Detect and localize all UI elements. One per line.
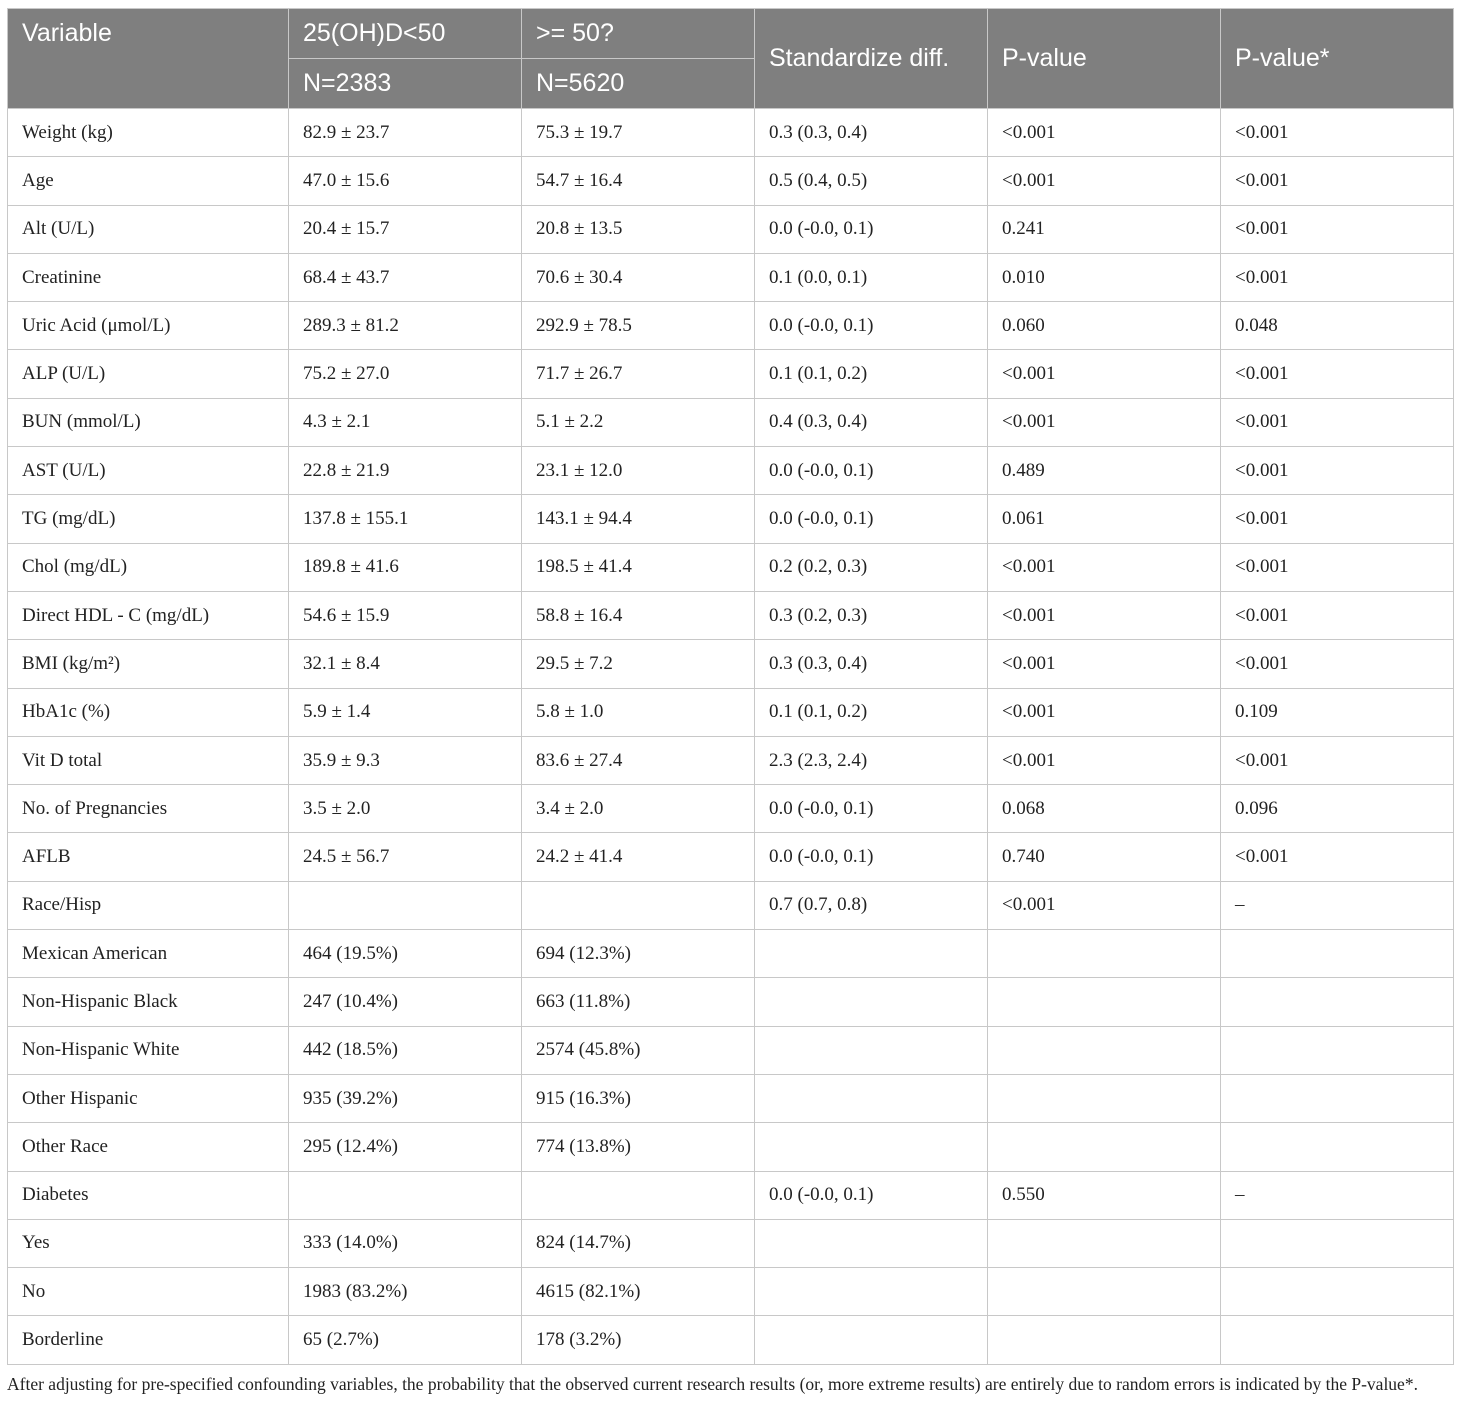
table-row — [8, 1316, 1454, 1364]
table-row — [8, 1219, 1454, 1267]
table-row — [8, 1123, 1454, 1171]
cell-variable: Vit D total — [8, 736, 289, 784]
cell-group1: 65 (2.7%) — [289, 1316, 522, 1364]
results-table — [7, 8, 1454, 1365]
cell-pvalue — [988, 1268, 1221, 1316]
cell-variable: Mexican American — [8, 930, 289, 978]
cell-variable: Uric Acid (μmol/L) — [8, 302, 289, 350]
cell-group1: 1983 (83.2%) — [289, 1268, 522, 1316]
cell-pvalue: <0.001 — [988, 736, 1221, 784]
cell-pvalue-adjusted — [1221, 1219, 1454, 1267]
cell-pvalue: <0.001 — [988, 109, 1221, 157]
cell-group2: 71.7 ± 26.7 — [522, 350, 755, 398]
cell-pvalue — [988, 1123, 1221, 1171]
table-row — [8, 1268, 1454, 1316]
cell-pvalue: 0.060 — [988, 302, 1221, 350]
cell-group2: 5.1 ± 2.2 — [522, 398, 755, 446]
cell-std-diff: 0.0 (-0.0, 0.1) — [755, 447, 988, 495]
cell-group1: 75.2 ± 27.0 — [289, 350, 522, 398]
cell-variable: HbA1c (%) — [8, 688, 289, 736]
table-row — [8, 833, 1454, 881]
cell-variable: No — [8, 1268, 289, 1316]
cell-std-diff — [755, 1316, 988, 1364]
cell-pvalue-adjusted: <0.001 — [1221, 591, 1454, 639]
cell-variable: Yes — [8, 1219, 289, 1267]
cell-pvalue — [988, 1074, 1221, 1122]
cell-pvalue: 0.068 — [988, 785, 1221, 833]
cell-pvalue-adjusted — [1221, 1123, 1454, 1171]
cell-std-diff: 2.3 (2.3, 2.4) — [755, 736, 988, 784]
cell-group2: 5.8 ± 1.0 — [522, 688, 755, 736]
cell-pvalue: <0.001 — [988, 640, 1221, 688]
cell-group1: 3.5 ± 2.0 — [289, 785, 522, 833]
cell-group2 — [522, 1171, 755, 1219]
cell-pvalue — [988, 930, 1221, 978]
cell-pvalue-adjusted: <0.001 — [1221, 157, 1454, 205]
cell-group2: 54.7 ± 16.4 — [522, 157, 755, 205]
cell-variable: Chol (mg/dL) — [8, 543, 289, 591]
cell-pvalue — [988, 1316, 1221, 1364]
cell-group1: 47.0 ± 15.6 — [289, 157, 522, 205]
cell-variable: Non-Hispanic Black — [8, 978, 289, 1026]
cell-std-diff: 0.0 (-0.0, 0.1) — [755, 302, 988, 350]
cell-group1: 20.4 ± 15.7 — [289, 205, 522, 253]
cell-pvalue-adjusted — [1221, 1074, 1454, 1122]
cell-group2: 58.8 ± 16.4 — [522, 591, 755, 639]
cell-pvalue-adjusted — [1221, 1268, 1454, 1316]
cell-group1: 333 (14.0%) — [289, 1219, 522, 1267]
cell-std-diff: 0.3 (0.3, 0.4) — [755, 109, 988, 157]
results-table-container — [7, 8, 1453, 1365]
cell-variable: AST (U/L) — [8, 447, 289, 495]
header-group2: >= 50? — [522, 9, 755, 59]
table-row — [8, 157, 1454, 205]
cell-pvalue-adjusted: 0.109 — [1221, 688, 1454, 736]
header-pvalue: P-value — [988, 9, 1221, 109]
cell-group1: 442 (18.5%) — [289, 1026, 522, 1074]
cell-std-diff: 0.1 (0.1, 0.2) — [755, 688, 988, 736]
cell-group1: 935 (39.2%) — [289, 1074, 522, 1122]
table-row — [8, 978, 1454, 1026]
cell-std-diff: 0.1 (0.0, 0.1) — [755, 253, 988, 301]
cell-variable: TG (mg/dL) — [8, 495, 289, 543]
cell-pvalue-adjusted — [1221, 978, 1454, 1026]
cell-pvalue: 0.061 — [988, 495, 1221, 543]
cell-pvalue: <0.001 — [988, 157, 1221, 205]
cell-group2: 3.4 ± 2.0 — [522, 785, 755, 833]
cell-std-diff — [755, 930, 988, 978]
cell-std-diff — [755, 1026, 988, 1074]
cell-pvalue-adjusted: <0.001 — [1221, 640, 1454, 688]
cell-pvalue-adjusted: <0.001 — [1221, 833, 1454, 881]
cell-variable: BUN (mmol/L) — [8, 398, 289, 446]
cell-group1: 289.3 ± 81.2 — [289, 302, 522, 350]
table-row — [8, 688, 1454, 736]
table-body — [8, 109, 1454, 1365]
cell-pvalue: <0.001 — [988, 543, 1221, 591]
cell-variable: Direct HDL - C (mg/dL) — [8, 591, 289, 639]
cell-group2: 198.5 ± 41.4 — [522, 543, 755, 591]
cell-group2: 29.5 ± 7.2 — [522, 640, 755, 688]
cell-group1 — [289, 1171, 522, 1219]
cell-pvalue — [988, 1026, 1221, 1074]
table-footnote: After adjusting for pre-specified confounding variables, the probability that the observed current research results (or, more extreme results) are entirely due to random errors is indicated by the P-value*. — [7, 1374, 1418, 1394]
cell-std-diff: 0.0 (-0.0, 0.1) — [755, 1171, 988, 1219]
cell-std-diff: 0.4 (0.3, 0.4) — [755, 398, 988, 446]
cell-variable: BMI (kg/m²) — [8, 640, 289, 688]
cell-pvalue: 0.740 — [988, 833, 1221, 881]
cell-group2: 178 (3.2%) — [522, 1316, 755, 1364]
cell-group1: 4.3 ± 2.1 — [289, 398, 522, 446]
cell-variable: Alt (U/L) — [8, 205, 289, 253]
cell-variable: Race/Hisp — [8, 881, 289, 929]
cell-variable: Age — [8, 157, 289, 205]
cell-variable: AFLB — [8, 833, 289, 881]
cell-std-diff: 0.2 (0.2, 0.3) — [755, 543, 988, 591]
cell-std-diff: 0.1 (0.1, 0.2) — [755, 350, 988, 398]
cell-group1: 35.9 ± 9.3 — [289, 736, 522, 784]
table-row — [8, 543, 1454, 591]
cell-std-diff: 0.3 (0.3, 0.4) — [755, 640, 988, 688]
cell-pvalue-adjusted: <0.001 — [1221, 253, 1454, 301]
cell-variable: No. of Pregnancies — [8, 785, 289, 833]
table-row — [8, 1026, 1454, 1074]
cell-pvalue-adjusted: 0.048 — [1221, 302, 1454, 350]
table-row — [8, 640, 1454, 688]
cell-pvalue-adjusted: <0.001 — [1221, 447, 1454, 495]
header-group1: 25(OH)D<50 — [289, 9, 522, 59]
cell-group1: 464 (19.5%) — [289, 930, 522, 978]
cell-group2: 83.6 ± 27.4 — [522, 736, 755, 784]
cell-pvalue — [988, 978, 1221, 1026]
cell-pvalue-adjusted: <0.001 — [1221, 543, 1454, 591]
cell-pvalue: <0.001 — [988, 350, 1221, 398]
cell-variable: Non-Hispanic White — [8, 1026, 289, 1074]
cell-group2: 915 (16.3%) — [522, 1074, 755, 1122]
cell-pvalue-adjusted: 0.096 — [1221, 785, 1454, 833]
cell-group2: 143.1 ± 94.4 — [522, 495, 755, 543]
cell-std-diff: 0.0 (-0.0, 0.1) — [755, 785, 988, 833]
cell-group1: 54.6 ± 15.9 — [289, 591, 522, 639]
cell-variable: ALP (U/L) — [8, 350, 289, 398]
cell-pvalue-adjusted: – — [1221, 881, 1454, 929]
cell-pvalue: 0.489 — [988, 447, 1221, 495]
cell-group1: 82.9 ± 23.7 — [289, 109, 522, 157]
table-row — [8, 785, 1454, 833]
cell-pvalue: 0.550 — [988, 1171, 1221, 1219]
cell-variable: Other Race — [8, 1123, 289, 1171]
cell-group2: 774 (13.8%) — [522, 1123, 755, 1171]
cell-pvalue — [988, 1219, 1221, 1267]
cell-std-diff — [755, 1074, 988, 1122]
table-row — [8, 930, 1454, 978]
cell-pvalue: <0.001 — [988, 881, 1221, 929]
header-pvalue-adjusted: P-value* — [1221, 9, 1454, 109]
cell-variable: Borderline — [8, 1316, 289, 1364]
cell-group2: 4615 (82.1%) — [522, 1268, 755, 1316]
table-row — [8, 495, 1454, 543]
header-variable: Variable — [8, 9, 289, 109]
cell-pvalue-adjusted: <0.001 — [1221, 398, 1454, 446]
table-header — [8, 9, 1454, 109]
table-row — [8, 591, 1454, 639]
table-row — [8, 109, 1454, 157]
cell-pvalue-adjusted — [1221, 1026, 1454, 1074]
table-row — [8, 1074, 1454, 1122]
cell-group2 — [522, 881, 755, 929]
cell-group2: 75.3 ± 19.7 — [522, 109, 755, 157]
cell-group2: 2574 (45.8%) — [522, 1026, 755, 1074]
cell-variable: Weight (kg) — [8, 109, 289, 157]
table-row — [8, 350, 1454, 398]
cell-pvalue-adjusted — [1221, 1316, 1454, 1364]
cell-pvalue-adjusted: <0.001 — [1221, 495, 1454, 543]
header-std-diff: Standardize diff. — [755, 9, 988, 109]
table-row — [8, 881, 1454, 929]
cell-group2: 292.9 ± 78.5 — [522, 302, 755, 350]
cell-group2: 24.2 ± 41.4 — [522, 833, 755, 881]
cell-group1: 24.5 ± 56.7 — [289, 833, 522, 881]
cell-std-diff: 0.0 (-0.0, 0.1) — [755, 833, 988, 881]
cell-pvalue-adjusted: <0.001 — [1221, 350, 1454, 398]
cell-std-diff: 0.7 (0.7, 0.8) — [755, 881, 988, 929]
table-row — [8, 398, 1454, 446]
cell-variable: Creatinine — [8, 253, 289, 301]
cell-group1: 68.4 ± 43.7 — [289, 253, 522, 301]
cell-group2: 663 (11.8%) — [522, 978, 755, 1026]
cell-group1: 5.9 ± 1.4 — [289, 688, 522, 736]
cell-group2: 70.6 ± 30.4 — [522, 253, 755, 301]
cell-pvalue: <0.001 — [988, 591, 1221, 639]
cell-std-diff: 0.3 (0.2, 0.3) — [755, 591, 988, 639]
cell-std-diff: 0.0 (-0.0, 0.1) — [755, 205, 988, 253]
table-row — [8, 253, 1454, 301]
cell-pvalue-adjusted: – — [1221, 1171, 1454, 1219]
cell-pvalue: <0.001 — [988, 398, 1221, 446]
table-row — [8, 302, 1454, 350]
cell-pvalue-adjusted: <0.001 — [1221, 205, 1454, 253]
cell-group2: 824 (14.7%) — [522, 1219, 755, 1267]
table-row — [8, 736, 1454, 784]
cell-group1: 189.8 ± 41.6 — [289, 543, 522, 591]
cell-group1: 137.8 ± 155.1 — [289, 495, 522, 543]
cell-pvalue-adjusted — [1221, 930, 1454, 978]
cell-pvalue-adjusted: <0.001 — [1221, 109, 1454, 157]
cell-variable: Diabetes — [8, 1171, 289, 1219]
table-row — [8, 447, 1454, 495]
cell-pvalue: 0.241 — [988, 205, 1221, 253]
cell-group1: 32.1 ± 8.4 — [289, 640, 522, 688]
cell-std-diff — [755, 1123, 988, 1171]
cell-std-diff — [755, 1219, 988, 1267]
cell-pvalue: <0.001 — [988, 688, 1221, 736]
cell-group2: 23.1 ± 12.0 — [522, 447, 755, 495]
cell-pvalue: 0.010 — [988, 253, 1221, 301]
cell-group1: 247 (10.4%) — [289, 978, 522, 1026]
table-row — [8, 205, 1454, 253]
cell-group1: 22.8 ± 21.9 — [289, 447, 522, 495]
cell-group2: 20.8 ± 13.5 — [522, 205, 755, 253]
cell-group2: 694 (12.3%) — [522, 930, 755, 978]
cell-pvalue-adjusted: <0.001 — [1221, 736, 1454, 784]
header-group1-n: N=2383 — [289, 59, 522, 109]
header-group2-n: N=5620 — [522, 59, 755, 109]
cell-group1: 295 (12.4%) — [289, 1123, 522, 1171]
cell-group1 — [289, 881, 522, 929]
cell-variable: Other Hispanic — [8, 1074, 289, 1122]
table-row — [8, 1171, 1454, 1219]
cell-std-diff — [755, 978, 988, 1026]
cell-std-diff: 0.0 (-0.0, 0.1) — [755, 495, 988, 543]
cell-std-diff: 0.5 (0.4, 0.5) — [755, 157, 988, 205]
cell-std-diff — [755, 1268, 988, 1316]
